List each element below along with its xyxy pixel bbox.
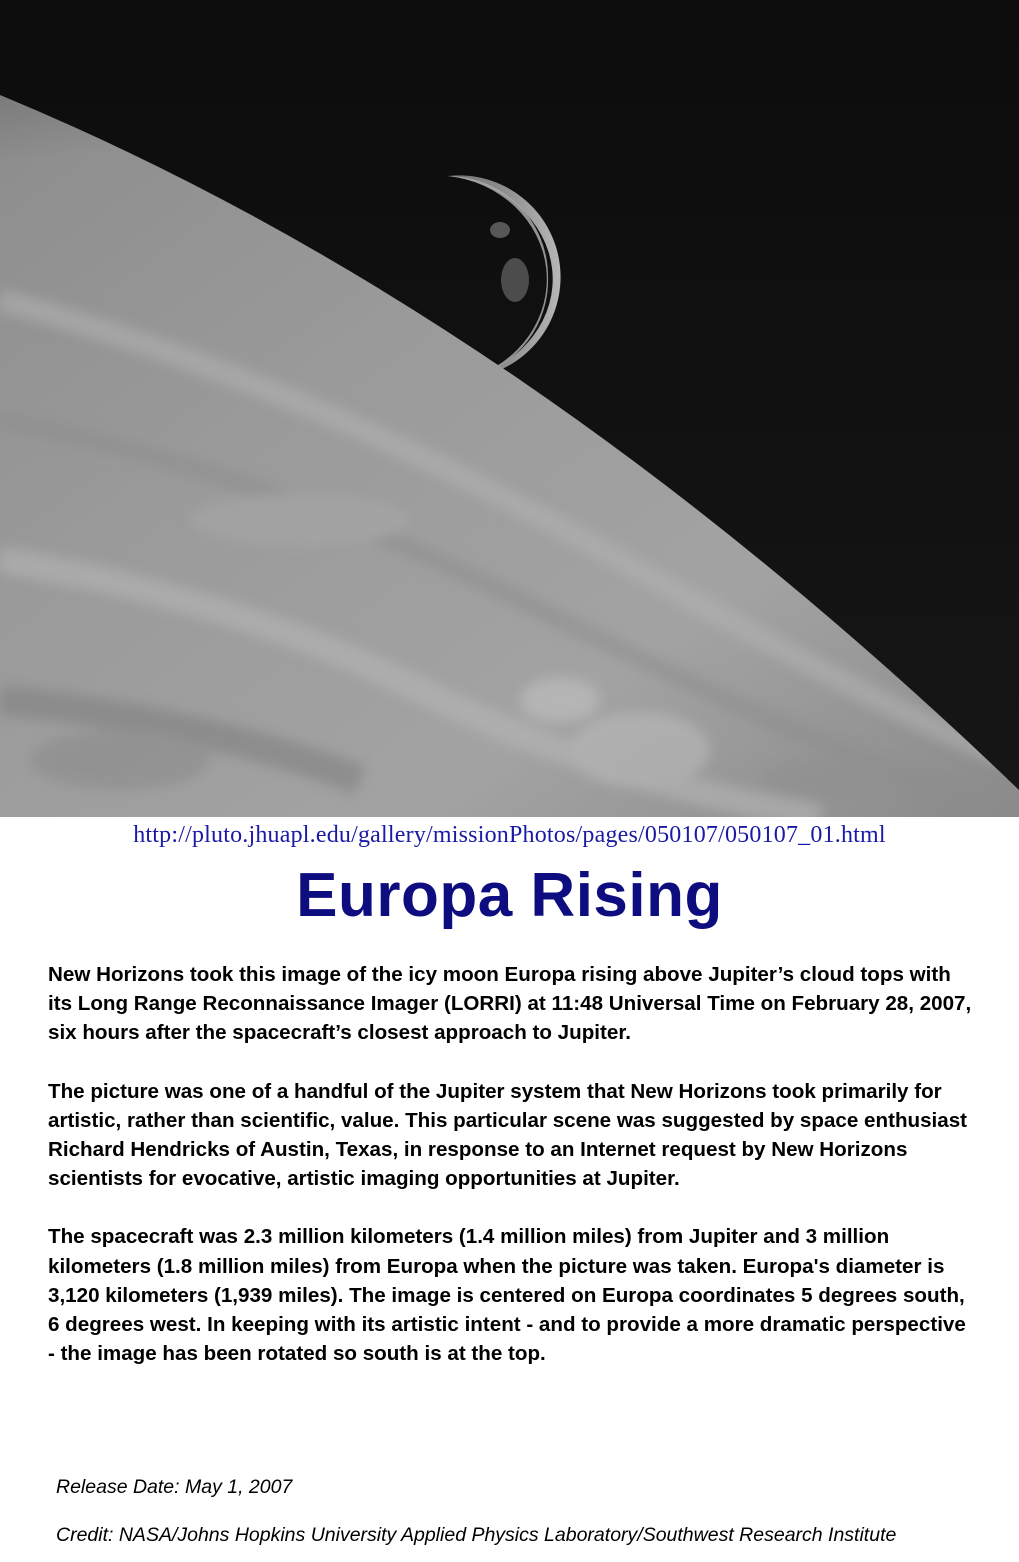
page-title: Europa Rising: [296, 861, 723, 930]
caption-paragraph: New Horizons took this image of the icy moon Europa rising above Jupiter’s cloud tops with its Long Range Reconnaissance Imager (LORRI) at 11:48 Universal Time on February 28, 2007, six hours after the spacecraft’s closest approach to Jupiter.: [48, 963, 972, 1045]
source-url-link[interactable]: http://pluto.jhuapl.edu/gallery/missionPhotos/pages/050107/050107_01.html: [133, 822, 886, 848]
caption-paragraph: The picture was one of a handful of the Jupiter system that New Horizons took primarily for artistic, rather than scientific, value. This particular scene was suggested by space enthusiast Richard Hendricks of Austin, Texas, in response to an Internet request by New Horizons scientists for evocative, artistic imaging opportunities at Jupiter.: [48, 1079, 968, 1191]
image-credit: Credit: NASA/Johns Hopkins University Applied Physics Laboratory/Southwest Research Institute: [56, 1524, 897, 1546]
caption-paragraph: The spacecraft was 2.3 million kilometers (1.4 million miles) from Jupiter and 3 million kilometers (1.8 million miles) from Europa when the picture was taken. Europa's diameter is 3,120 kilometers (1,939 miles). The image is centered on Europa coordinates 5 degrees south, 6 degrees west. In keeping with its artistic intent - and to provide a more dramatic perspective - the image has been rotated so south is at the top.: [48, 1225, 966, 1366]
caption-body: [48, 960, 978, 1397]
release-date: Release Date: May 1, 2007: [56, 1476, 293, 1498]
